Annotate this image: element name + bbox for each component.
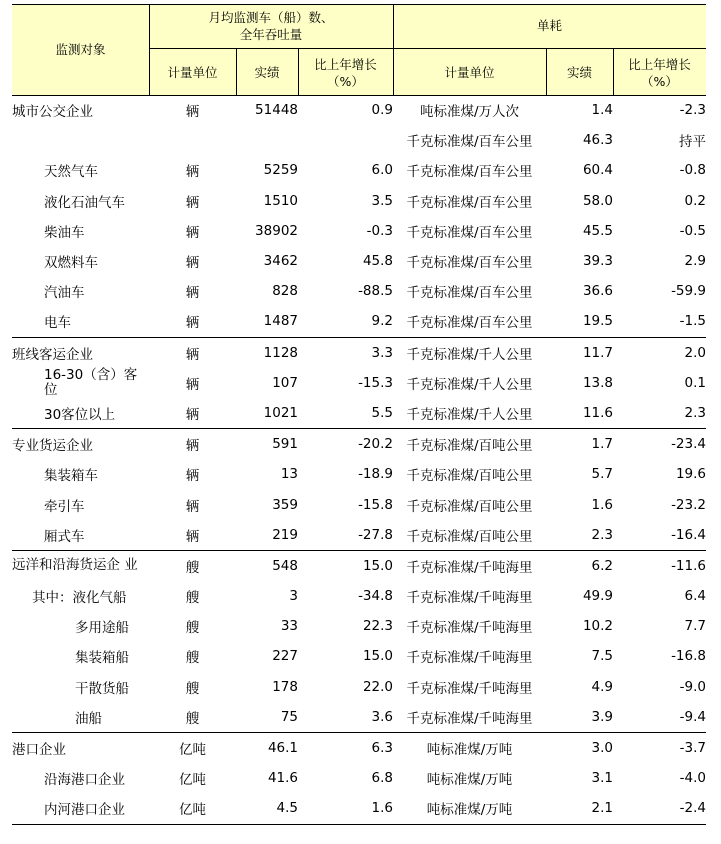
cell-name: 液化石油气车 [44,194,125,211]
cell-unit: 辆 [185,224,200,241]
cell-growth: -88.5 [358,283,393,300]
cell-cactual: 49.9 [582,588,613,605]
cell-growth: 6.8 [371,770,393,787]
table-row [12,489,706,519]
table-row [12,337,706,368]
cell-cgrowth: -2.4 [613,793,706,824]
header-growth-2: 比上年增长 （%） [628,57,691,89]
table-row [12,581,706,611]
cell-unit: 辆 [185,528,200,545]
cell-growth: 6.0 [371,162,393,179]
table-row [12,216,706,246]
cell-actual: 591 [236,429,298,460]
cell-growth: 15.0 [362,648,393,665]
cell-cunit: 千克标准煤/百车公里 [406,134,533,151]
cell-unit: 艘 [185,650,200,667]
cell-actual: 1510 [263,192,298,209]
header-group-consumption: 单耗 [536,18,562,33]
cell-name: 双燃料车 [44,255,98,272]
cell-cactual: 7.5 [591,648,613,665]
cell-cgrowth: -11.6 [613,550,706,581]
cell-actual: 219 [272,526,298,543]
cell-cgrowth: 19.6 [675,466,706,483]
cell-cgrowth: -0.8 [679,162,706,179]
cell-unit: 辆 [185,406,200,423]
cell-cactual: 1.6 [591,496,613,513]
cell-cgrowth: 6.4 [684,588,706,605]
header-growth: 比上年增长 （%） [314,57,377,89]
cell-cunit: 千克标准煤/千吨海里 [406,710,533,727]
table-row [12,125,706,155]
cell-cactual: 19.5 [582,313,613,330]
cell-name: 16-30（含）客 位 [44,366,138,398]
cell-cunit: 吨标准煤/万人次 [419,104,520,121]
cell-actual: 3462 [263,253,298,270]
cell-name: 多用途船 [75,620,129,637]
cell-actual [236,125,298,155]
cell-cgrowth: 2.3 [684,404,706,421]
cell-unit: 艘 [185,710,200,727]
cell-name [12,125,149,155]
cell-cgrowth: 0.2 [684,192,706,209]
cell-cactual: 1.7 [546,429,613,460]
cell-name: 港口企业 [12,732,149,763]
cell-cunit: 千克标准煤/百吨公里 [406,468,533,485]
cell-actual: 359 [272,496,298,513]
cell-actual: 13 [280,466,298,483]
cell-cactual: 2.1 [546,793,613,824]
cell-unit: 亿吨 [149,732,236,763]
cell-growth: -15.8 [358,496,393,513]
cell-growth: -0.3 [366,222,393,239]
cell-cunit: 千克标准煤/百吨公里 [406,528,533,545]
cell-growth: 22.0 [362,678,393,695]
cell-cgrowth: -23.2 [671,496,706,513]
table-row [12,429,706,460]
cell-cunit: 吨标准煤/万吨 [426,772,513,789]
cell-name: 厢式车 [44,528,85,545]
cell-unit: 艘 [185,590,200,607]
cell-actual: 828 [272,283,298,300]
cell-cgrowth: -9.4 [679,708,706,725]
cell-cunit: 千克标准煤/百车公里 [406,194,533,211]
cell-cgrowth: -1.5 [679,313,706,330]
cell-growth: -20.2 [298,429,393,460]
header-object: 监测对象 [55,42,106,57]
cell-unit [149,125,236,155]
cell-cgrowth: -16.8 [671,648,706,665]
cell-cunit: 千克标准煤/千人公里 [393,337,546,368]
table-row [12,459,706,489]
header-actual-2: 实绩 [566,65,592,80]
cell-actual: 41.6 [267,770,298,787]
table-row [12,763,706,793]
cell-growth: -15.3 [358,374,393,391]
cell-cactual: 3.0 [546,732,613,763]
cell-growth [298,125,393,155]
cell-growth: 6.3 [298,732,393,763]
cell-growth: 3.6 [371,708,393,725]
cell-cunit: 千克标准煤/百车公里 [406,315,533,332]
cell-name: 30客位以上 [44,406,116,423]
cell-cgrowth: 2.9 [684,253,706,270]
table-row [12,611,706,641]
cell-cactual: 13.8 [582,374,613,391]
cell-actual: 1487 [263,313,298,330]
cell-name: 集装箱船 [75,650,129,667]
cell-name: 电车 [44,315,71,332]
header-group-count: 月均监测车（船）数、 全年吞吐量 [208,10,334,42]
cell-name: 集装箱车 [44,468,98,485]
cell-unit: 辆 [185,285,200,302]
cell-cactual: 4.9 [591,678,613,695]
cell-growth: -34.8 [358,588,393,605]
cell-growth: 0.9 [371,102,393,119]
cell-growth: -27.8 [358,526,393,543]
table-row [12,732,706,763]
cell-unit: 辆 [149,337,236,368]
header-actual: 实绩 [254,65,280,80]
cell-name: 内河港口企业 [12,793,149,824]
table-row [12,95,706,125]
cell-actual: 1021 [263,404,298,421]
cell-actual: 38902 [255,222,298,239]
cell-unit: 辆 [185,468,200,485]
cell-actual: 227 [272,648,298,665]
cell-cgrowth: -4.0 [679,770,706,787]
cell-cunit: 吨标准煤/万吨 [393,732,546,763]
cell-cactual: 60.4 [582,162,613,179]
cell-actual: 75 [280,708,298,725]
table-header [12,4,706,96]
cell-cunit: 千克标准煤/千吨海里 [393,550,546,581]
cell-unit: 辆 [185,194,200,211]
cell-name: 干散货船 [75,680,129,697]
cell-actual: 46.1 [236,732,298,763]
cell-actual: 3 [289,588,298,605]
cell-cgrowth: -2.3 [679,102,706,119]
table-row [12,793,706,824]
cell-cunit: 千克标准煤/千人公里 [406,376,533,393]
cell-cactual: 6.2 [546,550,613,581]
cell-actual: 4.5 [236,793,298,824]
cell-cunit: 千克标准煤/百车公里 [406,285,533,302]
cell-unit: 艘 [149,550,236,581]
cell-actual: 107 [272,374,298,391]
cell-cactual: 11.7 [546,337,613,368]
cell-actual: 51448 [255,102,298,119]
cell-cunit: 千克标准煤/百车公里 [406,255,533,272]
cell-cunit: 千克标准煤/千人公里 [406,406,533,423]
cell-growth: 22.3 [362,618,393,635]
cell-growth: -18.9 [358,466,393,483]
cell-unit: 辆 [149,429,236,460]
cell-cunit: 千克标准煤/百吨公里 [393,429,546,460]
cell-actual: 178 [272,678,298,695]
cell-cgrowth: 2.0 [613,337,706,368]
cell-cunit: 千克标准煤/千吨海里 [406,620,533,637]
table-row [12,702,706,733]
cell-name: 其中：液化气船 [32,590,127,607]
cell-unit: 辆 [185,255,200,272]
cell-growth: 1.6 [298,793,393,824]
cell-growth: 3.5 [371,192,393,209]
cell-actual: 1128 [236,337,298,368]
cell-name: 油船 [75,710,102,727]
cell-cunit: 千克标准煤/千吨海里 [406,680,533,697]
cell-growth: 15.0 [298,550,393,581]
cell-actual: 548 [236,550,298,581]
cell-cactual: 3.1 [591,770,613,787]
cell-cunit: 吨标准煤/万吨 [393,793,546,824]
cell-unit: 辆 [185,498,200,515]
cell-cgrowth: 7.7 [684,618,706,635]
cell-name: 沿海港口企业 [44,772,125,789]
cell-unit: 艘 [185,620,200,637]
table-row [12,186,706,216]
cell-cactual: 39.3 [582,253,613,270]
cell-unit: 辆 [185,164,200,181]
cell-unit: 辆 [185,104,200,121]
cell-growth: 9.2 [371,313,393,330]
cell-name: 专业货运企业 [12,429,149,460]
table-row [12,276,706,306]
cell-growth: 3.3 [298,337,393,368]
cell-unit: 亿吨 [149,793,236,824]
cell-cactual: 45.5 [582,222,613,239]
cell-cgrowth: -3.7 [613,732,706,763]
cell-cunit: 千克标准煤/百车公里 [406,224,533,241]
cell-cgrowth: -59.9 [671,283,706,300]
table-row [12,155,706,185]
cell-cactual: 46.3 [582,132,613,149]
cell-unit: 艘 [185,680,200,697]
cell-name: 牵引车 [44,498,85,515]
cell-name: 柴油车 [44,224,85,241]
cell-cactual: 2.3 [591,526,613,543]
cell-cactual: 58.0 [582,192,613,209]
table-row [12,641,706,671]
cell-cgrowth: -9.0 [679,678,706,695]
table-row [12,306,706,337]
cell-unit: 辆 [185,315,200,332]
table-row [12,368,706,398]
cell-name: 城市公交企业 [12,104,93,121]
table-row [12,550,706,581]
cell-cactual: 5.7 [591,466,613,483]
header-unit-2: 计量单位 [444,65,495,80]
table-row [12,398,706,429]
cell-cunit: 千克标准煤/百吨公里 [406,498,533,515]
cell-cactual: 3.9 [591,708,613,725]
cell-unit: 辆 [185,376,200,393]
cell-name: 远洋和沿海货运企 业 [12,550,149,581]
cell-cgrowth: -0.5 [679,222,706,239]
cell-cactual: 36.6 [582,283,613,300]
cell-cactual: 10.2 [582,618,613,635]
cell-cgrowth: 持平 [679,134,706,151]
cell-cgrowth: -16.4 [671,526,706,543]
cell-cactual: 1.4 [591,102,613,119]
cell-actual: 5259 [263,162,298,179]
cell-cactual: 11.6 [582,404,613,421]
cell-cunit: 千克标准煤/百车公里 [406,164,533,181]
table-row [12,672,706,702]
cell-growth: 45.8 [362,253,393,270]
table-body [12,95,706,825]
cell-growth: 5.5 [371,404,393,421]
cell-name: 班线客运企业 [12,337,149,368]
cell-cunit: 千克标准煤/千吨海里 [406,650,533,667]
table-row [12,246,706,276]
cell-cgrowth: 0.1 [684,374,706,391]
cell-name: 汽油车 [44,285,85,302]
cell-cgrowth: -23.4 [613,429,706,460]
cell-actual: 33 [280,618,298,635]
cell-cunit: 千克标准煤/千吨海里 [406,590,533,607]
cell-unit: 亿吨 [179,772,206,789]
cell-name: 天然气车 [44,164,98,181]
header-unit: 计量单位 [167,65,218,80]
table-row [12,520,706,551]
